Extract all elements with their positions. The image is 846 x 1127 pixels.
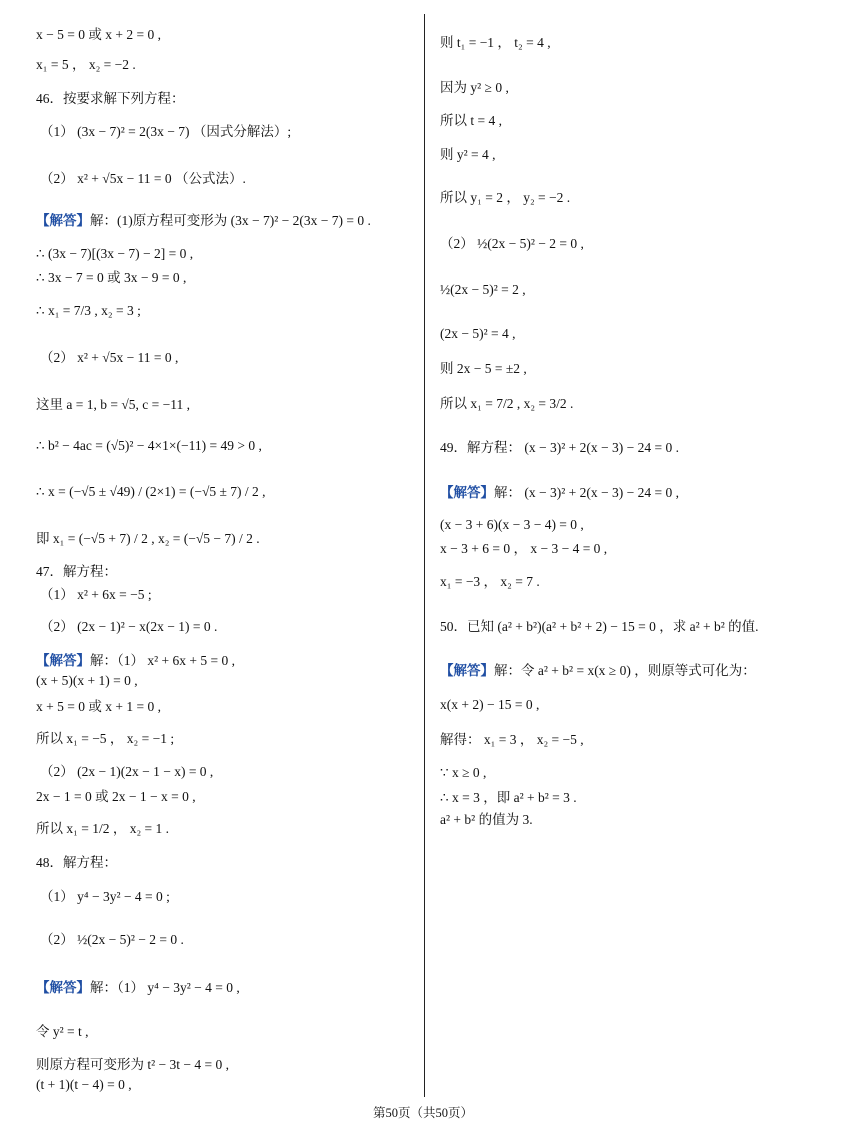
right-line <box>440 80 509 96</box>
column-divider <box>424 14 425 1097</box>
left-line <box>40 171 246 187</box>
line-text: ∴ x = 3 ，即 a² + b² = 3 . <box>440 790 577 805</box>
line-text: x₁ = −3 ， x₂ = 7 . <box>440 574 540 589</box>
right-line <box>440 147 496 163</box>
line-text: 则 2x − 5 = ±2 , <box>440 361 527 376</box>
left-line <box>40 764 213 780</box>
line-text: 所以 t = 4 , <box>440 113 502 128</box>
line-text: ∴ b² − 4ac = (√5)² − 4×1×(−11) = 49 > 0 , <box>36 438 262 453</box>
line-text: （2） (2x − 1)(2x − 1 − x) = 0 , <box>40 764 214 779</box>
answer-tag: 【解答】 <box>36 213 90 228</box>
left-line <box>40 587 152 603</box>
line-text: 解：（1） y⁴ − 3y² − 4 = 0 , <box>90 980 240 995</box>
line-text: 解： (x − 3)² + 2(x − 3) − 24 = 0 , <box>494 485 679 500</box>
line-text: （1） x² + 6x = −5 ; <box>40 587 152 602</box>
line-text: (t + 1)(t − 4) = 0 , <box>36 1077 132 1092</box>
line-text: 50．已知 (a² + b²)(a² + b² + 2) − 15 = 0 ，求 a² + b² 的值. <box>440 619 759 634</box>
right-line <box>440 697 539 713</box>
left-line <box>36 855 117 871</box>
line-text: ∴ 3x − 7 = 0 或 3x − 9 = 0 , <box>36 270 187 285</box>
left-line <box>36 397 190 413</box>
left-line <box>36 246 193 262</box>
line-text: 46．按要求解下列方程： <box>36 91 185 106</box>
left-line <box>36 1077 132 1093</box>
right-line <box>440 35 551 51</box>
line-text: ∴ x = (−√5 ± √49) / (2×1) = (−√5 ± 7) / 2 , <box>36 484 266 499</box>
left-line <box>36 213 371 229</box>
line-text: 所以 y₁ = 2 ， y₂ = −2 . <box>440 190 571 205</box>
line-text: 解：(1)原方程可变形为 (3x − 7)² − 2(3x − 7) = 0 . <box>90 213 371 228</box>
line-text: 所以 x₁ = 7/2 , x₂ = 3/2 . <box>440 396 574 411</box>
left-line <box>36 653 235 669</box>
answer-tag: 【解答】 <box>36 980 90 995</box>
right-line <box>440 361 527 377</box>
line-text: （1） y⁴ − 3y² − 4 = 0 ; <box>40 889 170 904</box>
line-text: 解：令 a² + b² = x(x ≥ 0) ，则原等式可化为： <box>494 663 756 678</box>
left-line <box>40 619 217 635</box>
right-line <box>440 517 584 533</box>
line-text: x − 5 = 0 或 x + 2 = 0 , <box>36 27 161 42</box>
answer-tag: 【解答】 <box>36 653 90 668</box>
answer-tag: 【解答】 <box>440 485 494 500</box>
line-text: ∴ x₁ = 7/3 , x₂ = 3 ; <box>36 303 141 318</box>
line-text: x + 5 = 0 或 x + 1 = 0 , <box>36 699 161 714</box>
right-line <box>440 190 570 206</box>
line-text: （2） (2x − 1)² − x(2x − 1) = 0 . <box>40 619 218 634</box>
line-text: （2） ½(2x − 5)² − 2 = 0 . <box>40 932 184 947</box>
line-text: （1） (3x − 7)² = 2(3x − 7) （因式分解法）; <box>40 124 292 139</box>
right-line <box>440 732 584 748</box>
right-line <box>440 765 486 781</box>
line-text: ½(2x − 5)² = 2 , <box>440 282 526 297</box>
line-text: (x − 3 + 6)(x − 3 − 4) = 0 , <box>440 517 584 532</box>
left-line <box>40 350 178 366</box>
right-line <box>440 113 502 129</box>
right-line <box>440 790 577 806</box>
left-line <box>36 27 161 43</box>
right-line <box>440 440 679 456</box>
line-text: (2x − 5)² = 4 , <box>440 326 516 341</box>
right-line <box>440 236 584 252</box>
left-line <box>36 789 196 805</box>
left-line <box>36 270 186 286</box>
left-line <box>36 699 161 715</box>
left-line <box>36 821 169 837</box>
right-line <box>440 812 533 828</box>
left-line <box>36 484 266 500</box>
line-text: a² + b² 的值为 3. <box>440 812 533 827</box>
right-line <box>440 485 679 501</box>
left-line <box>36 564 117 580</box>
left-line <box>36 531 260 547</box>
line-text: 49．解方程： (x − 3)² + 2(x − 3) − 24 = 0 . <box>440 440 679 455</box>
line-text: ∵ x ≥ 0 , <box>440 765 487 780</box>
left-line <box>36 673 138 689</box>
left-line <box>40 124 291 140</box>
left-line <box>40 932 184 948</box>
line-text: ∴ (3x − 7)[(3x − 7) − 2] = 0 , <box>36 246 194 261</box>
page-footer: 第50页（共50页） <box>372 1106 473 1120</box>
line-text: 解：（1） x² + 6x + 5 = 0 , <box>90 653 236 668</box>
left-line <box>36 91 185 107</box>
line-text: 47．解方程： <box>36 564 117 579</box>
left-line <box>36 980 240 996</box>
line-text: 即 x₁ = (−√5 + 7) / 2 , x₂ = (−√5 − 7) / 2 . <box>36 531 260 546</box>
left-line <box>36 57 136 73</box>
line-text: x − 3 + 6 = 0 ， x − 3 − 4 = 0 , <box>440 541 608 556</box>
line-text: （2） x² + √5x − 11 = 0 , <box>40 350 179 365</box>
line-text: 令 y² = t , <box>36 1024 89 1039</box>
line-text: 这里 a = 1, b = √5, c = −11 , <box>36 397 190 412</box>
line-text: 解得： x₁ = 3 ， x₂ = −5 , <box>440 732 584 747</box>
left-line <box>36 731 174 747</box>
left-line <box>40 889 170 905</box>
line-text: 因为 y² ≥ 0 , <box>440 80 509 95</box>
line-text: 48．解方程： <box>36 855 117 870</box>
line-text: (x + 5)(x + 1) = 0 , <box>36 673 138 688</box>
line-text: 则 y² = 4 , <box>440 147 496 162</box>
line-text: 2x − 1 = 0 或 2x − 1 − x = 0 , <box>36 789 196 804</box>
right-line <box>440 574 540 590</box>
answer-tag: 【解答】 <box>440 663 494 678</box>
line-text: （2） x² + √5x − 11 = 0 （公式法）. <box>40 171 246 186</box>
right-line <box>440 326 516 342</box>
line-text: 所以 x₁ = 1/2 ， x₂ = 1 . <box>36 821 170 836</box>
line-text: 则 t₁ = −1 ， t₂ = 4 , <box>440 35 551 50</box>
left-line <box>36 303 141 319</box>
right-line <box>440 396 573 412</box>
right-line <box>440 282 526 298</box>
left-line <box>36 1057 229 1073</box>
line-text: （2） ½(2x − 5)² − 2 = 0 , <box>440 236 584 251</box>
line-text: x(x + 2) − 15 = 0 , <box>440 697 540 712</box>
left-line <box>36 1024 89 1040</box>
line-text: 则原方程可变形为 t² − 3t − 4 = 0 , <box>36 1057 230 1072</box>
right-line <box>440 541 607 557</box>
line-text: x₁ = 5 ， x₂ = −2 . <box>36 57 136 72</box>
right-line <box>440 619 759 635</box>
left-line <box>36 438 262 454</box>
right-line <box>440 663 756 679</box>
line-text: 所以 x₁ = −5 ， x₂ = −1 ; <box>36 731 175 746</box>
